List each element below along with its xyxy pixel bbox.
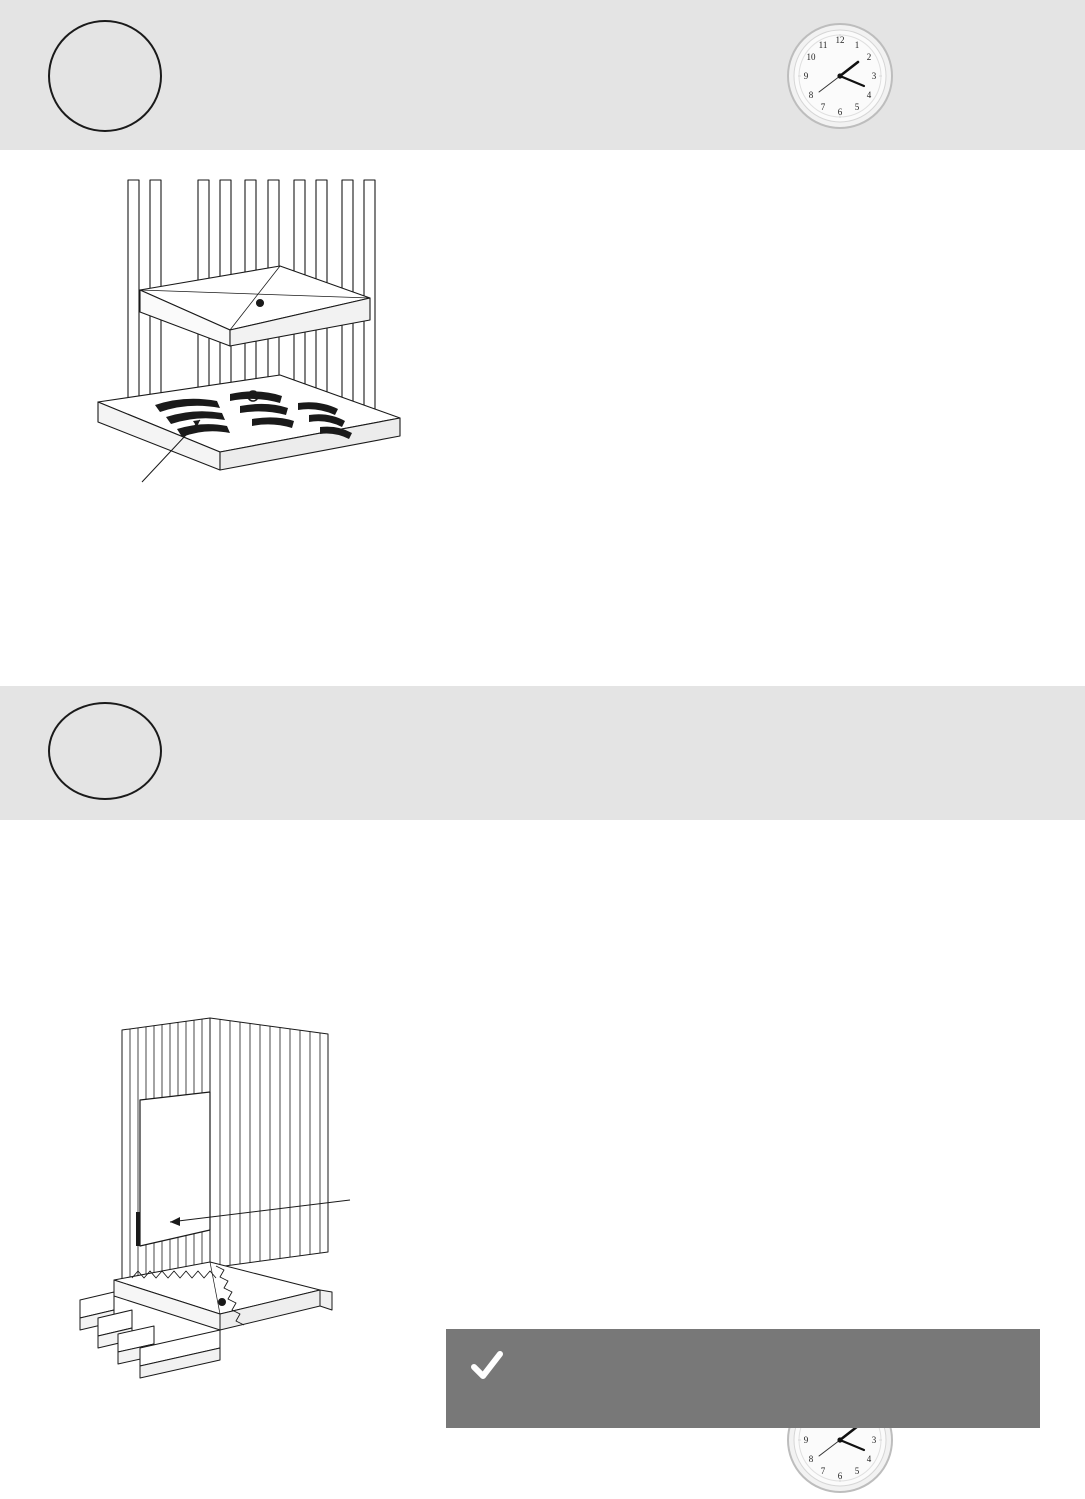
wall-clock-1: [786, 22, 894, 130]
svg-text:5: 5: [854, 102, 860, 112]
svg-text:9: 9: [803, 71, 809, 81]
svg-text:4: 4: [866, 1454, 872, 1464]
shower-tray-on-battens-diagram: [80, 170, 500, 520]
svg-text:6: 6: [837, 107, 843, 117]
svg-text:7: 7: [820, 102, 826, 112]
svg-text:3: 3: [871, 1435, 877, 1445]
step-banner-1: [0, 0, 1085, 150]
step-number-circle-1: [48, 20, 162, 132]
svg-text:3: 3: [871, 71, 877, 81]
svg-text:10: 10: [806, 52, 816, 62]
check-icon: [470, 1349, 504, 1383]
svg-text:8: 8: [808, 1454, 814, 1464]
svg-text:5: 5: [854, 1466, 860, 1476]
svg-text:11: 11: [818, 40, 828, 50]
svg-text:1: 1: [854, 40, 860, 50]
svg-text:2: 2: [866, 52, 872, 62]
svg-text:7: 7: [820, 1466, 826, 1476]
svg-text:8: 8: [808, 90, 814, 100]
svg-text:4: 4: [866, 90, 872, 100]
svg-text:6: 6: [837, 1471, 843, 1481]
step-number-circle-2: [48, 702, 162, 800]
svg-text:12: 12: [835, 35, 845, 45]
step-banner-2: [0, 686, 1085, 1481]
tip-bar: [446, 1329, 1040, 1428]
shower-enclosure-corner-diagram: [70, 1000, 400, 1380]
svg-text:9: 9: [803, 1435, 809, 1445]
